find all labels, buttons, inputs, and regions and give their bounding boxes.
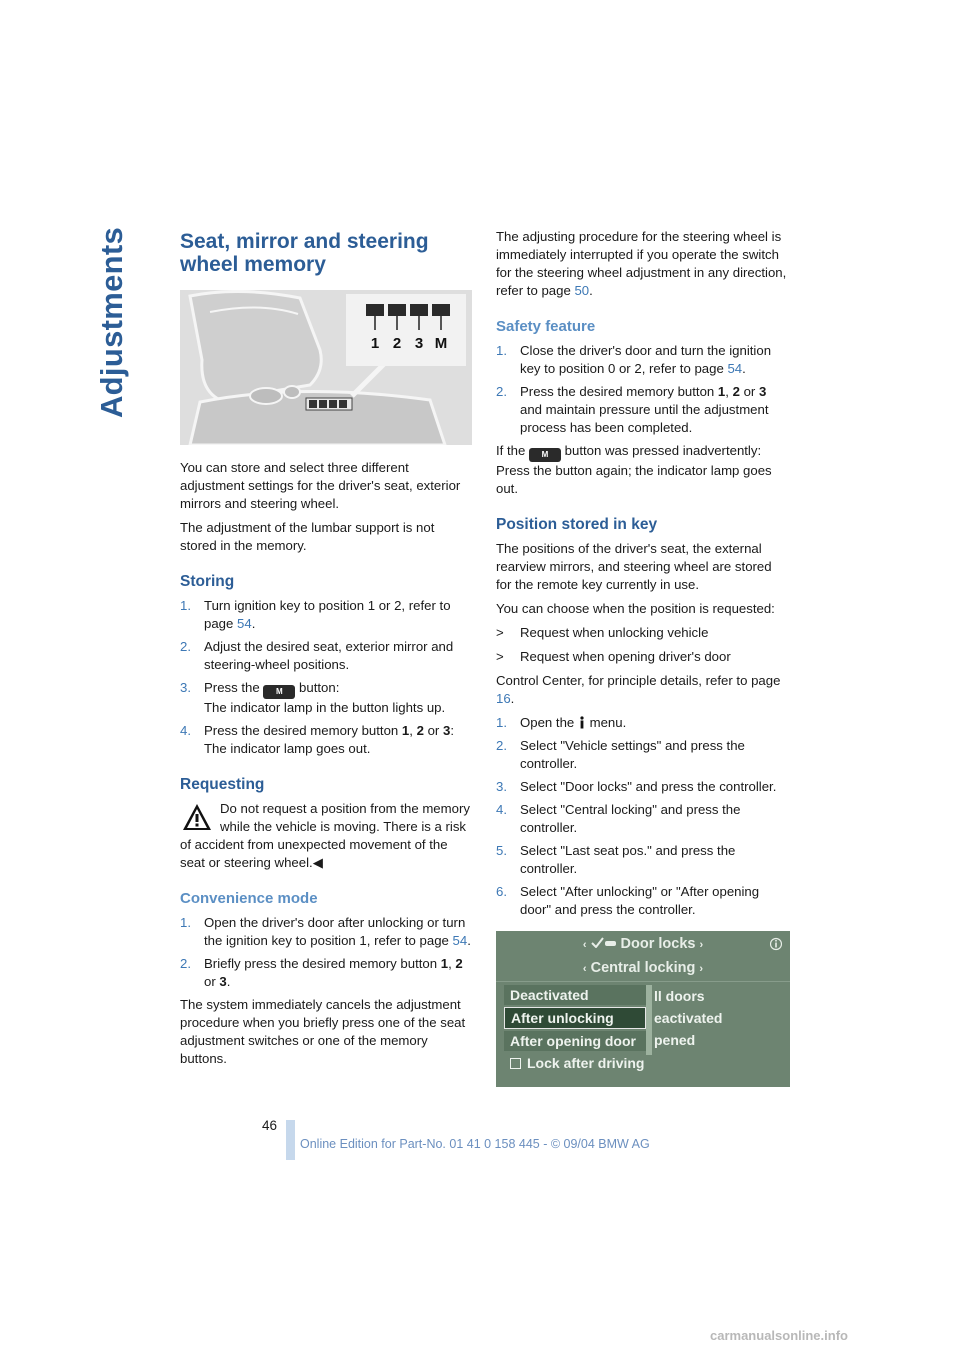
car-check-icon xyxy=(591,936,617,948)
storing-step-4: 4. Press the desired memory button 1, 2 or 3: The indicator lamp goes out. xyxy=(180,723,454,756)
bullet-item: > Request when unlocking vehicle xyxy=(496,625,709,640)
position-key-paragraph-2: You can choose when the position is requested: xyxy=(496,601,775,616)
convenience-heading: Convenience mode xyxy=(180,890,318,907)
footer-edition-text: Online Edition for Part-No. 01 41 0 158 445 - © 09/04 BMW AG xyxy=(300,1137,650,1151)
warning-triangle-icon xyxy=(182,802,212,832)
position-key-heading: Position stored in key xyxy=(496,516,658,533)
screen-header-central-locking: ‹ Central locking › xyxy=(496,959,790,982)
page-heading: Seat, mirror and steering wheel memory xyxy=(180,230,429,276)
position-step-2: 2. Select "Vehicle settings" and press the controller. xyxy=(496,738,745,771)
page-link[interactable]: 54 xyxy=(452,933,468,948)
info-icon xyxy=(770,937,782,951)
position-step-6: 6. Select "After unlocking" or "After opening door" and press the controller. xyxy=(496,884,760,917)
convenience-note: The system immediately cancels the adjustment procedure when you briefly press one of the seat adjustment switches or one of the memory buttons. xyxy=(180,997,466,1066)
warning-block xyxy=(180,800,472,872)
position-step-4: 4. Select "Central locking" and press the controller. xyxy=(496,802,741,835)
page-number: 46 xyxy=(262,1118,278,1133)
side-section-title: Adjustments xyxy=(94,226,129,418)
checkbox-icon xyxy=(510,1058,521,1069)
control-display-screenshot xyxy=(496,931,790,1087)
seat-icon xyxy=(180,290,472,445)
storing-heading: Storing xyxy=(180,573,235,590)
safety-heading: Safety feature xyxy=(496,318,596,335)
position-step-3: 3. Select "Door locks" and press the controller. xyxy=(496,779,777,794)
page-link[interactable]: 16 xyxy=(496,691,511,706)
safety-note: If the M button was pressed inadvertently: Press the button again; the indicator lamp goes out. xyxy=(496,443,772,496)
screen-menu-lock-after-driving[interactable]: Lock after driving xyxy=(504,1053,646,1073)
control-center-paragraph: Control Center, for principle details, refer to page 16. xyxy=(496,673,781,706)
memory-m-button-icon: M xyxy=(263,685,295,699)
storing-step-1: 1. Turn ignition key to position 1 or 2, refer to page 54. xyxy=(180,598,451,631)
safety-step-2: 2. Press the desired memory button 1, 2 or 3 and maintain pressure until the adjustment process has been completed. xyxy=(496,384,769,435)
page-link[interactable]: 54 xyxy=(727,361,743,376)
convenience-step-2: 2. Briefly press the desired memory button 1, 2 or 3. xyxy=(180,956,463,989)
position-step-1: 1. Open the menu. xyxy=(496,715,627,730)
screen-scrollbar[interactable] xyxy=(646,985,652,1055)
screen-header-door-locks: ‹ Door locks › xyxy=(582,936,704,952)
seat-label-3: 3 xyxy=(414,335,424,352)
info-menu-icon xyxy=(578,716,586,729)
screen-menu-deactivated[interactable]: Deactivated xyxy=(504,985,646,1005)
position-key-paragraph-1: The positions of the driver's seat, the external rearview mirrors, and steering wheel are stored for the remote key currently in use. xyxy=(496,541,772,592)
right-column xyxy=(496,228,790,1087)
intro-paragraph-1: You can store and select three different adjustment settings for the driver's seat, exterior mirrors and steering wheel. xyxy=(180,460,461,511)
seat-label-1: 1 xyxy=(370,335,380,352)
steering-interrupt-paragraph: The adjusting procedure for the steering wheel is immediately interrupted if you operate the switch for the steering wheel adjustment in any direction, refer to page 50. xyxy=(496,229,787,298)
screen-background-list: ll doors eactivated pened xyxy=(654,988,723,1048)
requesting-heading: Requesting xyxy=(180,776,265,793)
watermark: carmanualsonline.info xyxy=(710,1328,848,1343)
page-link[interactable]: 54 xyxy=(237,616,252,631)
screen-menu-after-unlocking[interactable]: After unlocking xyxy=(504,1007,646,1029)
end-mark: ◀ xyxy=(312,855,323,870)
seat-memory-illustration xyxy=(180,290,472,445)
screen-menu-after-opening-door[interactable]: After opening door xyxy=(504,1031,646,1051)
storing-step-2: 2. Adjust the desired seat, exterior mirror and steering-wheel positions. xyxy=(180,639,454,672)
position-step-5: 5. Select "Last seat pos." and press the controller. xyxy=(496,843,736,876)
warning-text: Do not request a position from the memory while the vehicle is moving. There is a risk of accident from unexpected movement of the seat or steering wheel. xyxy=(180,801,470,870)
bullet-item: > Request when opening driver's door xyxy=(496,649,731,664)
safety-step-1: 1. Close the driver's door and turn the ignition key to position 0 or 2, refer to page 54. xyxy=(496,343,772,376)
convenience-step-1: 1. Open the driver's door after unlocking or turn the ignition key to position 1, refer to page 54. xyxy=(180,915,471,948)
left-column xyxy=(180,228,472,1074)
footer-bar xyxy=(286,1120,295,1160)
memory-m-button-icon: M xyxy=(529,448,561,462)
intro-paragraph-2: The adjustment of the lumbar support is not stored in the memory. xyxy=(180,520,435,553)
seat-label-2: 2 xyxy=(392,335,402,352)
page-link[interactable]: 50 xyxy=(574,283,590,298)
screen-menu xyxy=(504,985,646,1075)
seat-label-m: M xyxy=(434,335,448,352)
storing-step-3: 3. Press the M button: The indicator lamp in the button lights up. xyxy=(180,680,446,715)
